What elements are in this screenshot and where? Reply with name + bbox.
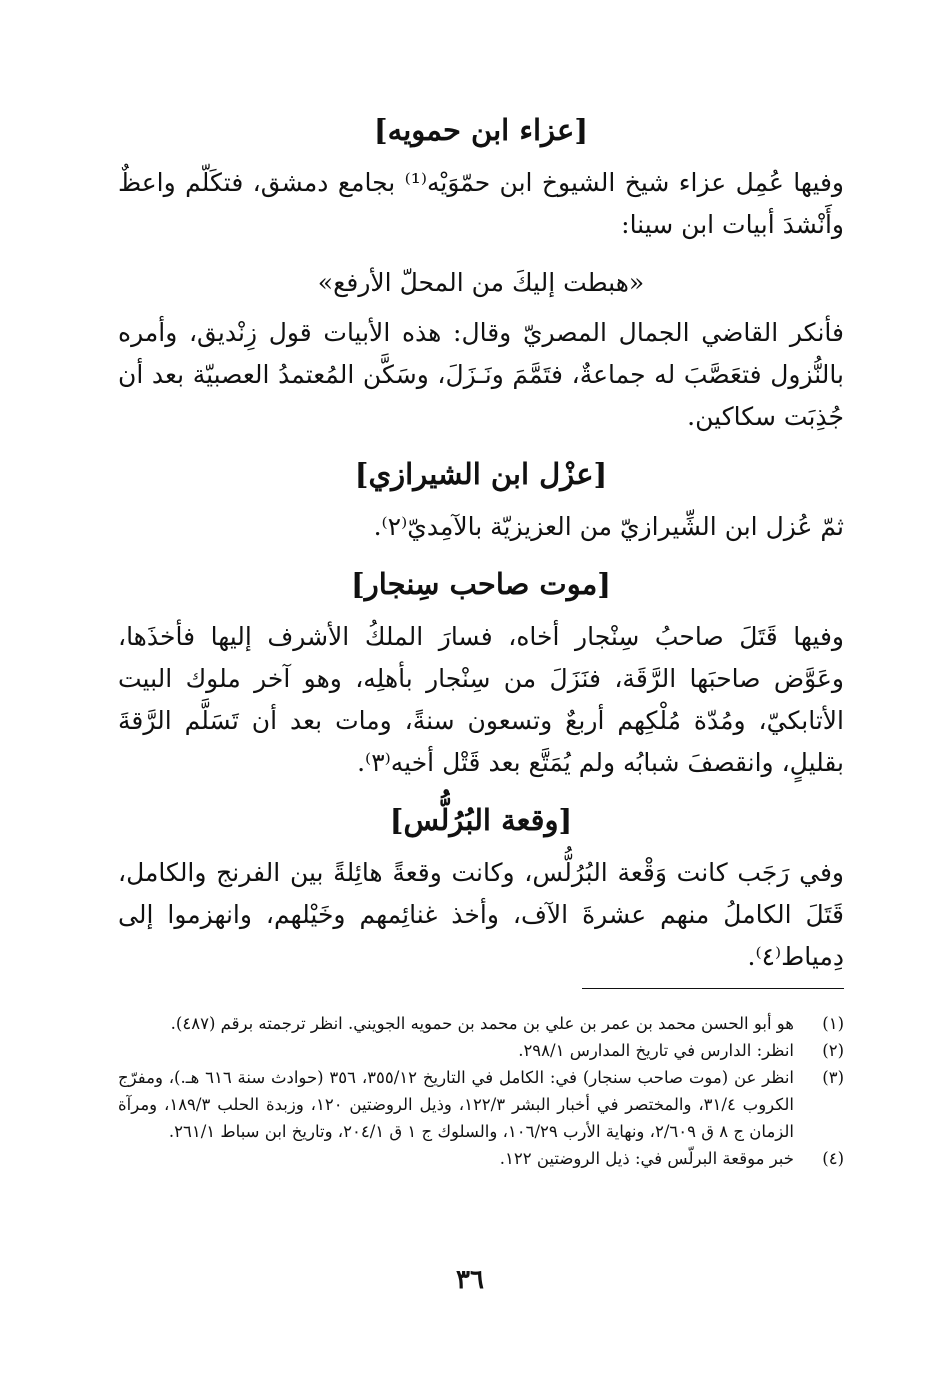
footnote-item — [118, 1064, 844, 1145]
footnote-number: (١) — [822, 1014, 844, 1033]
paragraph-azaa-1: وفيها عُمِل عزاء شيخ الشيوخ ابن حمّوَيْه⁽¹⁾ بجامع دمشق، فتكَلّم واعظٌ وأَنْشدَ أبيات ابن سينا: — [118, 168, 845, 239]
footnote-text: هو أبو الحسن محمد بن عمر بن علي بن محمد بن حمويه الجويني. انظر ترجمته برقم (٤٨٧). — [170, 1014, 794, 1033]
main-text-column — [118, 110, 844, 994]
footnote-text: خبر موقعة البرلّس في: ذيل الروضتين ١٢٢. — [499, 1149, 794, 1168]
paragraph-sinjar: وفيها قَتَلَ صاحبُ سِنْجار أخاه، فسارَ الملكُ الأشرف إليها فأخذَها، وعَوَّض صاحبَها الرَّقَة، فنَزَلَ من سِنْجار بأهلِه، وهو آخر ملوك البيت الأتابكيّ، ومُدّة مُلْكِهم أربعٌ وتسعون سنةً، ومات بعد أن تَسَلَّم الرَّقةَ بقليلٍ، وانقصفَ شبابُه ولم يُمَتَّع بعد قَتْل أخيه⁽٣⁾. — [118, 622, 844, 777]
section-heading-sinjar: [موت صاحب سِنجار] — [351, 567, 611, 601]
paragraph-azaa-2: فأنكر القاضي الجمال المصريّ وقال: هذه الأبيات قول زِنْديق، وأمره بالنُّزول فتعَصَّبَ له جماعةٌ، فتَمَّمَ ونَـزَلَ، وسَكَّن المُعتمدُ العصبيّة بعد أن جُذِبَت سكاكين. — [118, 318, 844, 431]
section-heading-azl: [عزْل ابن الشيرازي] — [354, 457, 608, 491]
footnote-text: انظر عن (موت صاحب سنجار) في: الكامل في التاريخ ٣٥٥/١٢، ٣٥٦ (حوادث سنة ٦١٦ هـ.)، ومفرّج الكروب ٣١/٤، والمختصر في أخبار البشر ١٢٢/٣، وذيل الروضتين ١٢٠، وزبدة الحلب ١٨٩/٣، ومرآة الزمان ج ٨ ق ٢/٦٠٩، ونهاية الأرب ١٠٦/٢٩، والسلوك ج ١ ق ٢٠٤/١، وتاريخ ابن سباط ٢٦١/١. — [118, 1068, 794, 1141]
section-heading-azaa: [عزاء ابن حمويه] — [373, 113, 589, 147]
footnote-number: (٣) — [822, 1068, 844, 1087]
footnote-number: (٢) — [822, 1041, 844, 1060]
section-heading-burullus: [وقعة البُرُلُّس] — [389, 803, 573, 837]
footnote-text: انظر: الدارس في تاريخ المدارس ٢٩٨/١. — [518, 1041, 794, 1060]
footnote-number: (٤) — [822, 1149, 844, 1168]
page-number: ٣٦ — [456, 1265, 484, 1295]
footnote-item — [118, 1145, 844, 1172]
paragraph-azl: ثمّ عُزل ابن الشِّيرازيّ من العزيزيّة بالآمِديّ⁽٢⁾. — [373, 512, 844, 541]
verse-line: «هبطت إليكَ من المحلّ الأرفع» — [317, 268, 645, 297]
footnotes — [118, 1010, 844, 1172]
footnote-item — [118, 1010, 844, 1037]
footnote-item — [118, 1037, 844, 1064]
footnote-divider — [582, 988, 844, 989]
paragraph-burullus: وفي رَجَب كانت وَقْعة البُرُلُّس، وكانت وقعةً هائِلةً بين الفرنج والكامل، قَتَلَ الكاملُ منهم عشرةَ الآف، وأخذ غنائِمهم وخَيْلهم، وانهزموا إلى دِمياط⁽٤⁾. — [118, 858, 844, 971]
